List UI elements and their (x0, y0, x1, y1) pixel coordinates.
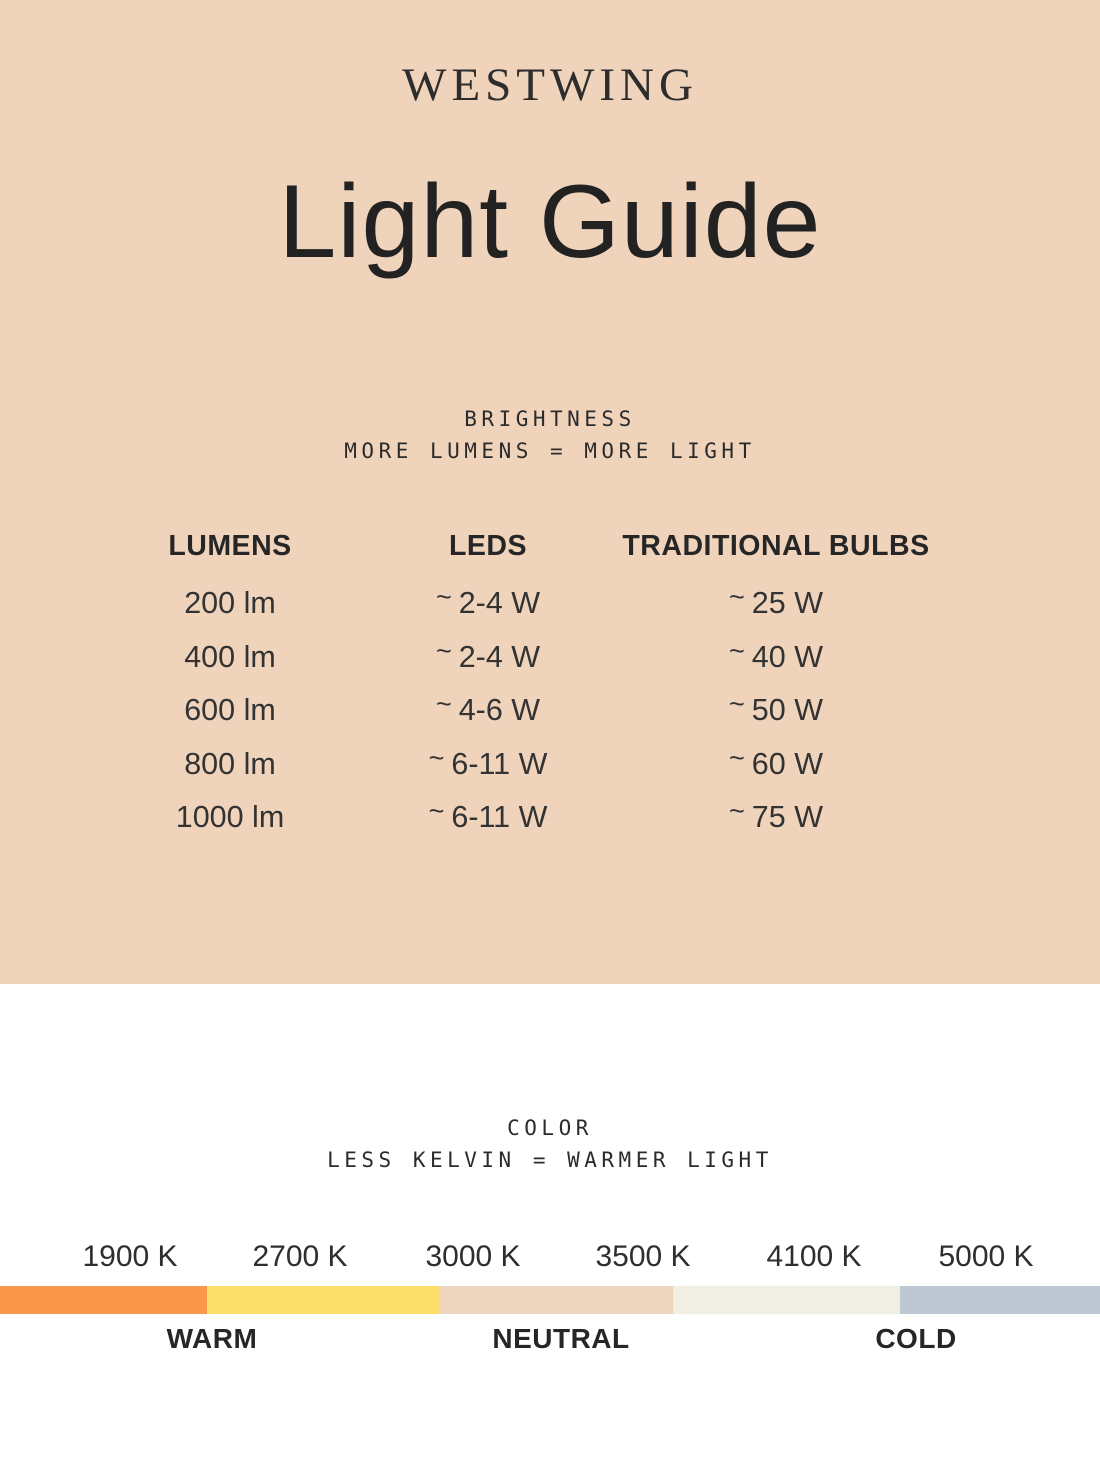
table-row (100, 631, 936, 685)
brand-logo: WESTWING (402, 59, 698, 111)
column-header-leds: LEDS (448, 530, 527, 563)
leds-cell: ~ 2-4 W (360, 631, 616, 685)
color-section (0, 1112, 1100, 1361)
approx-symbol: ~ (729, 742, 745, 773)
approx-symbol: ~ (729, 582, 745, 613)
approx-symbol: ~ (435, 689, 452, 720)
bulbs-cell: ~ 60 W (616, 738, 936, 792)
leds-cell: ~ 2-4 W (360, 577, 616, 631)
bulbs-cell: ~ 75 W (616, 791, 936, 845)
bulbs-cell: ~ 40 W (616, 631, 936, 685)
approx-symbol: ~ (428, 796, 445, 827)
kelvin-label: 1900 K (82, 1240, 178, 1273)
approx-symbol: ~ (729, 635, 745, 666)
bulbs-cell: ~ 25 W (616, 577, 936, 631)
scale-segment-cold-blue (900, 1286, 1100, 1314)
kelvin-label: 2700 K (252, 1240, 348, 1273)
lumens-table-rows (100, 577, 936, 845)
leds-cell: ~ 4-6 W (360, 684, 616, 738)
temperature-label-neutral: NEUTRAL (492, 1323, 630, 1354)
kelvin-label: 3500 K (595, 1240, 691, 1273)
kelvin-label: 3000 K (425, 1240, 521, 1273)
lumens-cell: 800 lm (184, 746, 276, 781)
page-title: Light Guide (278, 164, 822, 280)
table-row (100, 791, 936, 845)
column-header-traditional-bulbs: TRADITIONAL BULBS (622, 530, 930, 563)
color-heading-block (0, 1112, 1100, 1176)
brightness-heading: BRIGHTNESS (464, 407, 636, 432)
approx-symbol: ~ (435, 582, 452, 613)
column-header-lumens: LUMENS (168, 530, 292, 563)
scale-segment-warm-yellow (207, 1286, 440, 1314)
scale-segment-warm-orange (0, 1286, 207, 1314)
temperature-label-cold: COLD (875, 1323, 957, 1354)
kelvin-labels-row (0, 1240, 1100, 1278)
lumens-cell: 200 lm (184, 586, 276, 621)
lumens-cell: 600 lm (184, 693, 276, 728)
brightness-heading-block (0, 403, 1100, 467)
leds-cell: ~ 6-11 W (360, 791, 616, 845)
color-subheading: LESS KELVIN = WARMER LIGHT (327, 1148, 773, 1172)
color-temperature-scale-bar (0, 1286, 1100, 1314)
table-row (100, 684, 936, 738)
temperature-labels-row (0, 1323, 1100, 1361)
lumens-cell: 1000 lm (175, 800, 285, 835)
approx-symbol: ~ (435, 635, 452, 666)
brightness-subheading: MORE LUMENS = MORE LIGHT (344, 439, 756, 464)
approx-symbol: ~ (729, 796, 745, 827)
lumens-cell: 400 lm (184, 639, 276, 674)
kelvin-label: 4100 K (766, 1240, 862, 1273)
kelvin-label: 5000 K (938, 1240, 1034, 1273)
leds-cell: ~ 6-11 W (360, 738, 616, 792)
lumens-table (100, 529, 936, 845)
table-row (100, 738, 936, 792)
temperature-label-warm: WARM (166, 1323, 258, 1354)
scale-segment-neutral-cream (673, 1286, 900, 1314)
approx-symbol: ~ (428, 742, 445, 773)
scale-segment-neutral-peach (440, 1286, 673, 1314)
color-heading: COLOR (507, 1116, 593, 1140)
approx-symbol: ~ (729, 689, 745, 720)
lumens-table-header (100, 529, 936, 563)
bulbs-cell: ~ 50 W (616, 684, 936, 738)
table-row (100, 577, 936, 631)
